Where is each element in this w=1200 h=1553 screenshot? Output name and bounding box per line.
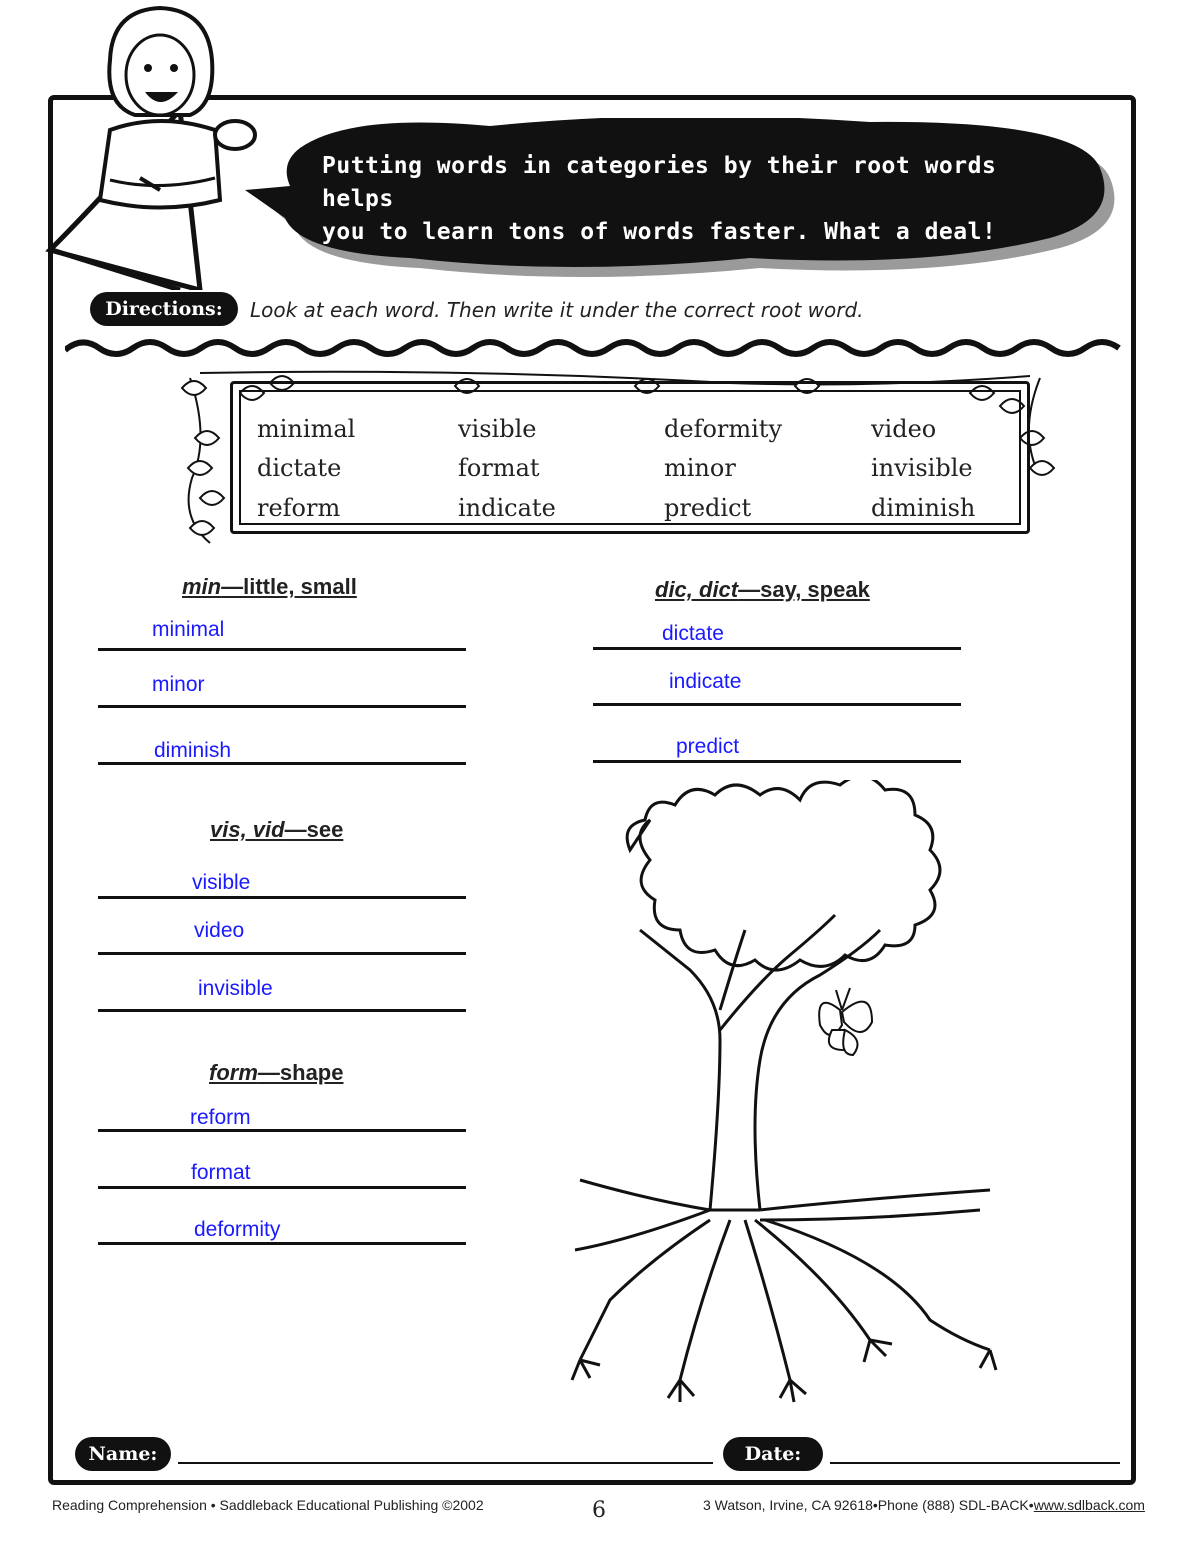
footer-address: 3 Watson, Irvine, CA 92618•Phone (888) SDL-BACK• (703, 1497, 1034, 1513)
word-bank-item: video (871, 415, 937, 443)
category-meaning: —little, small (221, 574, 357, 599)
category-title-min (182, 574, 357, 600)
word-bank-item: reform (257, 494, 341, 522)
answer-line (98, 705, 466, 708)
answer-field[interactable]: deformity (194, 1218, 281, 1241)
answer-field[interactable]: invisible (198, 977, 273, 1000)
answer-line (593, 760, 961, 763)
word-bank-item: minimal (257, 415, 356, 443)
answer-line (98, 762, 466, 765)
category-root: vis, vid (210, 817, 285, 842)
category-title-dict (655, 577, 870, 603)
answer-line (593, 703, 961, 706)
word-bank-item: format (458, 454, 540, 482)
word-bank-item: invisible (871, 454, 973, 482)
answer-line (98, 1129, 466, 1132)
answer-line (98, 1009, 466, 1012)
word-bank-item: minor (664, 454, 736, 482)
answer-field[interactable]: reform (190, 1106, 251, 1129)
answer-field[interactable]: video (194, 919, 245, 942)
answer-field[interactable]: dictate (662, 622, 724, 645)
page-number: 6 (592, 1498, 606, 1523)
answer-field[interactable]: minimal (152, 618, 225, 641)
answer-field[interactable]: visible (192, 871, 251, 894)
name-input-line[interactable] (178, 1462, 713, 1464)
answer-line (98, 648, 466, 651)
tree-illustration (570, 780, 1010, 1410)
directions-label: Directions: (90, 292, 238, 326)
footer-contact (703, 1497, 1145, 1513)
wavy-divider (65, 336, 1130, 360)
category-root: dic, dict (655, 577, 739, 602)
answer-field[interactable]: predict (676, 735, 740, 758)
category-title-vis (210, 817, 343, 843)
date-input-line[interactable] (830, 1462, 1120, 1464)
speech-bubble-line-1: Putting words in categories by their root words helps (322, 153, 997, 212)
word-bank-item: visible (458, 415, 537, 443)
answer-line (593, 647, 961, 650)
word-bank-item: deformity (664, 415, 783, 443)
answer-line (98, 896, 466, 899)
word-bank-item: dictate (257, 454, 342, 482)
directions-text: Look at each word. Then write it under the correct root word. (250, 298, 864, 322)
speech-bubble-line-2: you to learn tons of words faster. What a deal! (322, 219, 997, 245)
answer-field[interactable]: indicate (669, 670, 742, 693)
answer-field[interactable]: format (191, 1161, 251, 1184)
speech-bubble-text (322, 150, 1082, 249)
word-bank-item: diminish (871, 494, 976, 522)
category-title-form (209, 1060, 343, 1086)
answer-field[interactable]: minor (152, 673, 205, 696)
word-bank-item: indicate (458, 494, 556, 522)
category-meaning: —see (284, 817, 344, 842)
category-meaning: —say, speak (738, 577, 870, 602)
answer-line (98, 1186, 466, 1189)
footer-publisher: Reading Comprehension • Saddleback Educational Publishing ©2002 (52, 1497, 484, 1513)
date-label: Date: (723, 1437, 823, 1471)
name-label: Name: (75, 1437, 171, 1471)
category-root: form (209, 1060, 258, 1085)
answer-field[interactable]: diminish (154, 739, 232, 762)
footer-url-link[interactable]: www.sdlback.com (1033, 1497, 1145, 1513)
answer-line (98, 1242, 466, 1245)
word-bank-item: predict (664, 494, 752, 522)
category-meaning: —shape (257, 1060, 344, 1085)
category-root: min (182, 574, 222, 599)
answer-line (98, 952, 466, 955)
